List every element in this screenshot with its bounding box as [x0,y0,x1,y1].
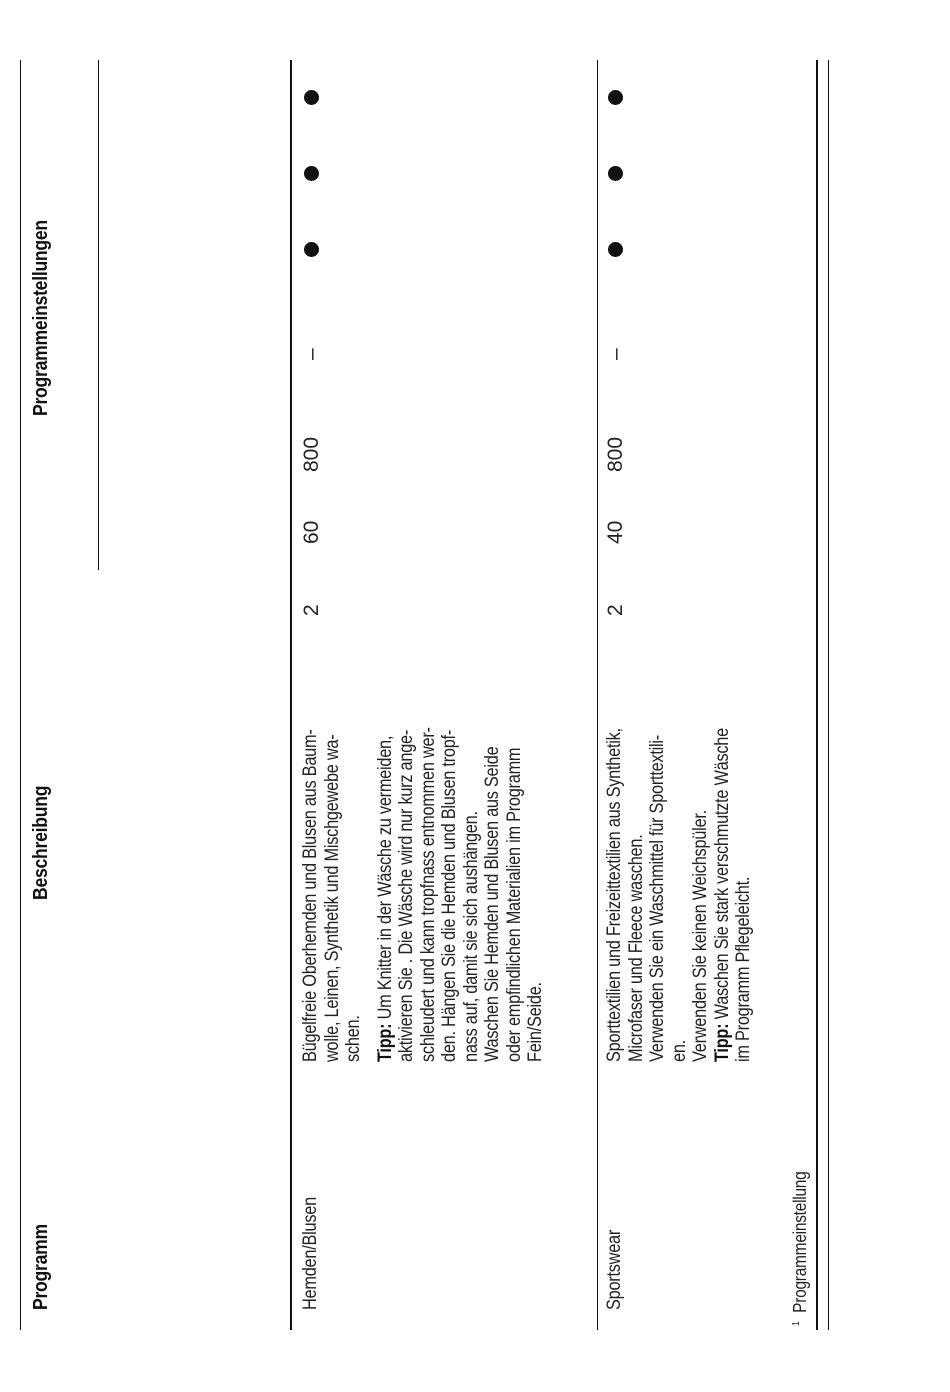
row2-desc-line: Sporttextilien und Freizeittextilien aus Synthetik, [604,728,625,1062]
footnote [790,1171,811,1326]
row1-desc-line: Waschen Sie Hemden und Blusen aus Seide [482,746,503,1062]
row2-program-name: Sportswear [604,1229,625,1310]
tipp-label: Tipp: [711,1023,733,1062]
table-top-rule [20,60,21,1330]
row2-load: 2 [604,604,627,616]
row1-temp: 60 [300,520,323,544]
row2-tipp-line [712,728,734,1062]
tipp-label: Tipp: [374,1023,396,1062]
row1-dash: – [300,348,323,360]
footnote-text: Programmeinstellung [790,1171,810,1313]
row2-desc-line: Verwenden Sie ein Waschmittel für Sporttextili- [647,735,668,1062]
row1-dot-1 [304,242,319,257]
row2-dot-3 [608,90,623,105]
tipp-text: Um Knitter in der Wäsche zu vermeiden, [374,735,396,1024]
row-separator [597,60,598,1330]
row2-dash: – [604,348,627,360]
row1-desc-line: den. Hängen Sie die Hemden und Blusen tropf- [439,729,460,1062]
row2-desc-line: en. [668,1040,690,1062]
row2-spin: 800 [604,436,627,472]
row2-desc-line: Verwenden Sie keinen Weichspüler. [690,810,711,1062]
row1-desc-line: wolle, Leinen, Synthetik und Mischgewebe wa- [321,734,343,1062]
footnote-rule [828,60,829,1330]
header-programmeinstellungen: Programmeinstellungen [30,220,52,416]
row1-desc-line: oder empfindlichen Materialien im Programm [503,747,525,1062]
row1-tipp-line [375,727,397,1062]
row1-desc-line: Fein/Seide. [525,982,546,1062]
row1-desc-line: schleudert und kann tropfnass entnommen wer- [417,727,439,1062]
row2-description [604,728,755,1062]
row1-program-name: Hemden/Blusen [300,1197,321,1310]
row1-load: 2 [300,604,323,616]
row1-dot-3 [304,90,319,105]
footnote-marker: 1 [791,1321,802,1326]
row2-desc-line: im Programm Pflegeleicht. [733,876,754,1062]
row1-desc-line: aktivieren Sie . Die Wäsche wird nur kurz ange- [396,729,417,1062]
row1-spin: 800 [300,436,323,472]
row1-description [300,727,547,1062]
row1-desc-line: nass auf, damit sie sich aushängen. [460,811,482,1062]
row2-dot-2 [608,166,623,181]
row1-desc-line: schen. [343,1015,364,1062]
table-bottom-rule [816,60,818,1330]
row2-temp: 40 [604,520,627,544]
row2-desc-line: Microfaser und Fleece waschen. [625,834,647,1062]
tipp-text: Waschen Sie stark verschmutzte Wäsche [711,728,733,1024]
row2-dot-1 [608,242,623,257]
header-beschreibung: Beschreibung [30,785,52,900]
header-programm: Programm [30,1224,52,1310]
header-bottom-rule [290,60,292,1330]
row1-desc-line: Bügelfreie Oberhemden und Blusen aus Baum- [300,729,321,1062]
settings-group-rule [98,60,99,570]
row1-dot-2 [304,166,319,181]
